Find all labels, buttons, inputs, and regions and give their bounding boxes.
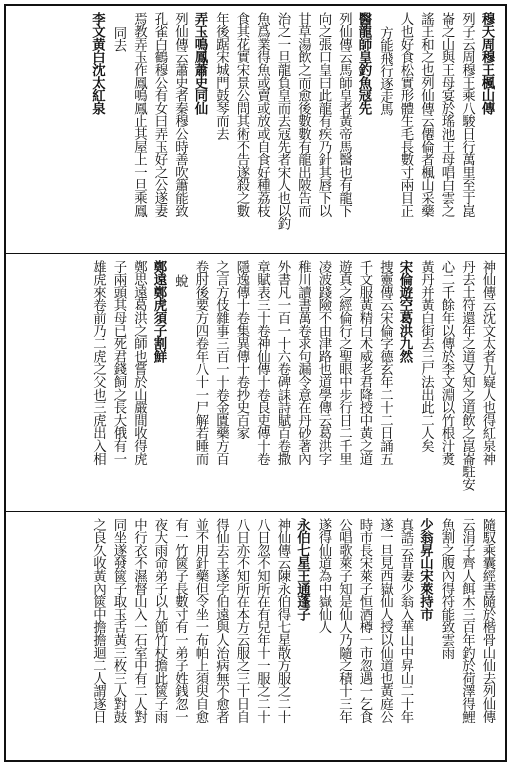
text-column: 隨馭乘囊經書隨於楷骨山仙去列仙傳 xyxy=(480,518,495,723)
column-group xyxy=(14,518,497,756)
text-column: 凌波踐險不由津路也道學傳云葛洪字 xyxy=(316,260,331,465)
text-column: 神仙傳云陳永伯得七星散方服之二十 xyxy=(275,518,290,723)
text-column: 年後踞宋城門鼓琴而去 xyxy=(213,12,229,141)
column-group xyxy=(14,12,497,247)
text-column: 遂一旦見西嶽仙人授以仙道也黃庭公 xyxy=(377,518,393,723)
text-column: 謠王和之也列仙傳云僊倫者楓山采藥 xyxy=(418,12,434,217)
text-column: 之良久收黃內篋中擔擔迴二人謂遂日 xyxy=(90,518,106,723)
text-column: 列仙傳云馬師皇者黃帝馬醫也有龍下 xyxy=(336,12,352,217)
section-heading: 永伯七星王通蓬子 xyxy=(294,518,311,621)
text-column: 焉教弄玉作鳳鳴鳳止其屋上一旦乘鳳 xyxy=(131,12,147,217)
text-column: 向之張口皇曰此龍有疾乃針其唇下以 xyxy=(316,12,331,217)
text-column: 中行衣不濕督山入一石室中有二人對 xyxy=(131,518,147,723)
text-column: 真誥云昔妻少翁入華山中昇山二十年 xyxy=(398,518,413,723)
text-band-middle xyxy=(6,254,505,512)
text-column: 魚割之腹內得符能致雲雨 xyxy=(439,518,454,659)
text-band-bottom xyxy=(6,512,505,762)
text-column: 治之一旦龍負皇而去冦先者宋人也以釣 xyxy=(275,12,290,230)
section-heading: 宋倫遊空葛洪九然 xyxy=(397,260,413,363)
text-column: 外書凡一百一十六卷碑誄詩賦百卷撒 xyxy=(275,260,290,465)
text-column: 同坐遂發篋子取玉舌黃三枚三人對鼓 xyxy=(111,518,126,723)
text-column: 蛻 xyxy=(172,274,188,287)
text-column: 食其花實宋景公問其術不告遂殺之數 xyxy=(234,12,249,217)
column-group xyxy=(14,260,497,505)
section-heading: 鄭遠鄭虎須子割鮮 xyxy=(151,260,167,363)
section-heading: 李文黄白沈太紅泉 xyxy=(89,12,106,115)
text-column: 之言方伎雜事三百一十卷金匱藥方百 xyxy=(213,260,229,465)
text-column: 云涓子齊人餌木三百年釣於荷澤得鯉 xyxy=(459,518,475,723)
text-column: 鄭思遠葛洪之師也嘗於山嚴間收得虎 xyxy=(131,260,147,465)
text-column: 並不用針藥但令坐一布帕上須臾自愈 xyxy=(193,518,208,723)
section-heading: 醫龍師皇釣魚冦先 xyxy=(356,12,372,115)
text-column: 卷肘後要方四卷年八十一尸解若睡而 xyxy=(193,260,208,465)
text-column: 丹去土符還年之道又知之道飲之崑崙駐安 xyxy=(459,260,475,491)
text-column: 時市長宋萊子恒酒樽一市忽遇一乞食 xyxy=(357,518,372,723)
text-column: 列子云周穆王乘八駿日行萬里至于崑 xyxy=(459,12,475,217)
text-column: 黃丹并黃白街去三尸法出此二人矣 xyxy=(418,260,434,453)
text-column: 夜大雨命弟子以九節竹杖擔此篋子雨 xyxy=(152,518,167,723)
text-column: 甘草湯飲之而愈後數數有龍出陂告而 xyxy=(295,12,311,217)
text-column: 同去 xyxy=(111,26,126,52)
book-page xyxy=(4,4,507,762)
text-column: 得仙去王遂字伯遠與人治病無不愈者 xyxy=(213,518,229,723)
text-column: 章賦表三十卷神仙傳十卷良吏傳十卷 xyxy=(254,260,270,465)
text-column: 八日忽不知所在有兒年十一服之二十 xyxy=(254,518,270,723)
text-column: 遊真之經倫行之聖眼中步行日二千里 xyxy=(336,260,352,465)
text-column: 人也好食松實形體生毛長數寸兩目正 xyxy=(398,12,413,217)
text-band-top xyxy=(6,6,505,254)
text-column: 隱逸傳十卷集異傳十卷抄史百家 xyxy=(234,260,249,440)
text-column: 千文服黃精白术威老君降授中黃之道 xyxy=(357,260,372,465)
text-column: 子兩頭其母已死君錢飼之長大俄有一 xyxy=(111,260,126,465)
text-column: 雄虎來卷前乃二虎之父也三虎出入相 xyxy=(90,260,106,465)
text-column: 神仙傳云沈文太者九嶷人也得紅泉神 xyxy=(480,260,495,465)
text-column: 方能飛行逐走馬 xyxy=(377,26,393,116)
section-heading: 穆天周穆王楓山傳 xyxy=(479,12,495,115)
text-column: 稚川讀書萬卷求句漏令意在丹砂著內 xyxy=(295,260,311,465)
text-column: 八日亦不知所在本方云服之三十日自 xyxy=(234,518,249,723)
text-column: 公唱歌萊子知是仙人乃隨之積十三年 xyxy=(336,518,352,723)
text-column: 有一竹篋子長數寸有一弟子姓銭忽一 xyxy=(172,518,188,723)
text-column: 孔雀白鶴穆公有女曰弄玉好之公遂妻 xyxy=(152,12,167,217)
text-column: 捜靈傳云宋倫字德玄年二十二日誦五 xyxy=(377,260,393,465)
text-column: 崙之山與王母宴於瑤池王母唱白雲之 xyxy=(439,12,454,217)
section-heading: 弄玉鳴鳳蕭史同仙 xyxy=(192,12,208,115)
text-column: 魚爲業得魚或賣或放或自食好種荔枝 xyxy=(254,12,270,217)
text-column: 遂得仙道為中嶽仙人 xyxy=(316,518,331,634)
text-column: 列仙傳云蕭史者秦穆公時善吹簫能致 xyxy=(172,12,188,217)
section-heading: 少翁昇山宋萊持市 xyxy=(417,518,434,621)
text-column: 心二千餘年以傳於李文淵以竹根汁煑 xyxy=(439,260,454,465)
